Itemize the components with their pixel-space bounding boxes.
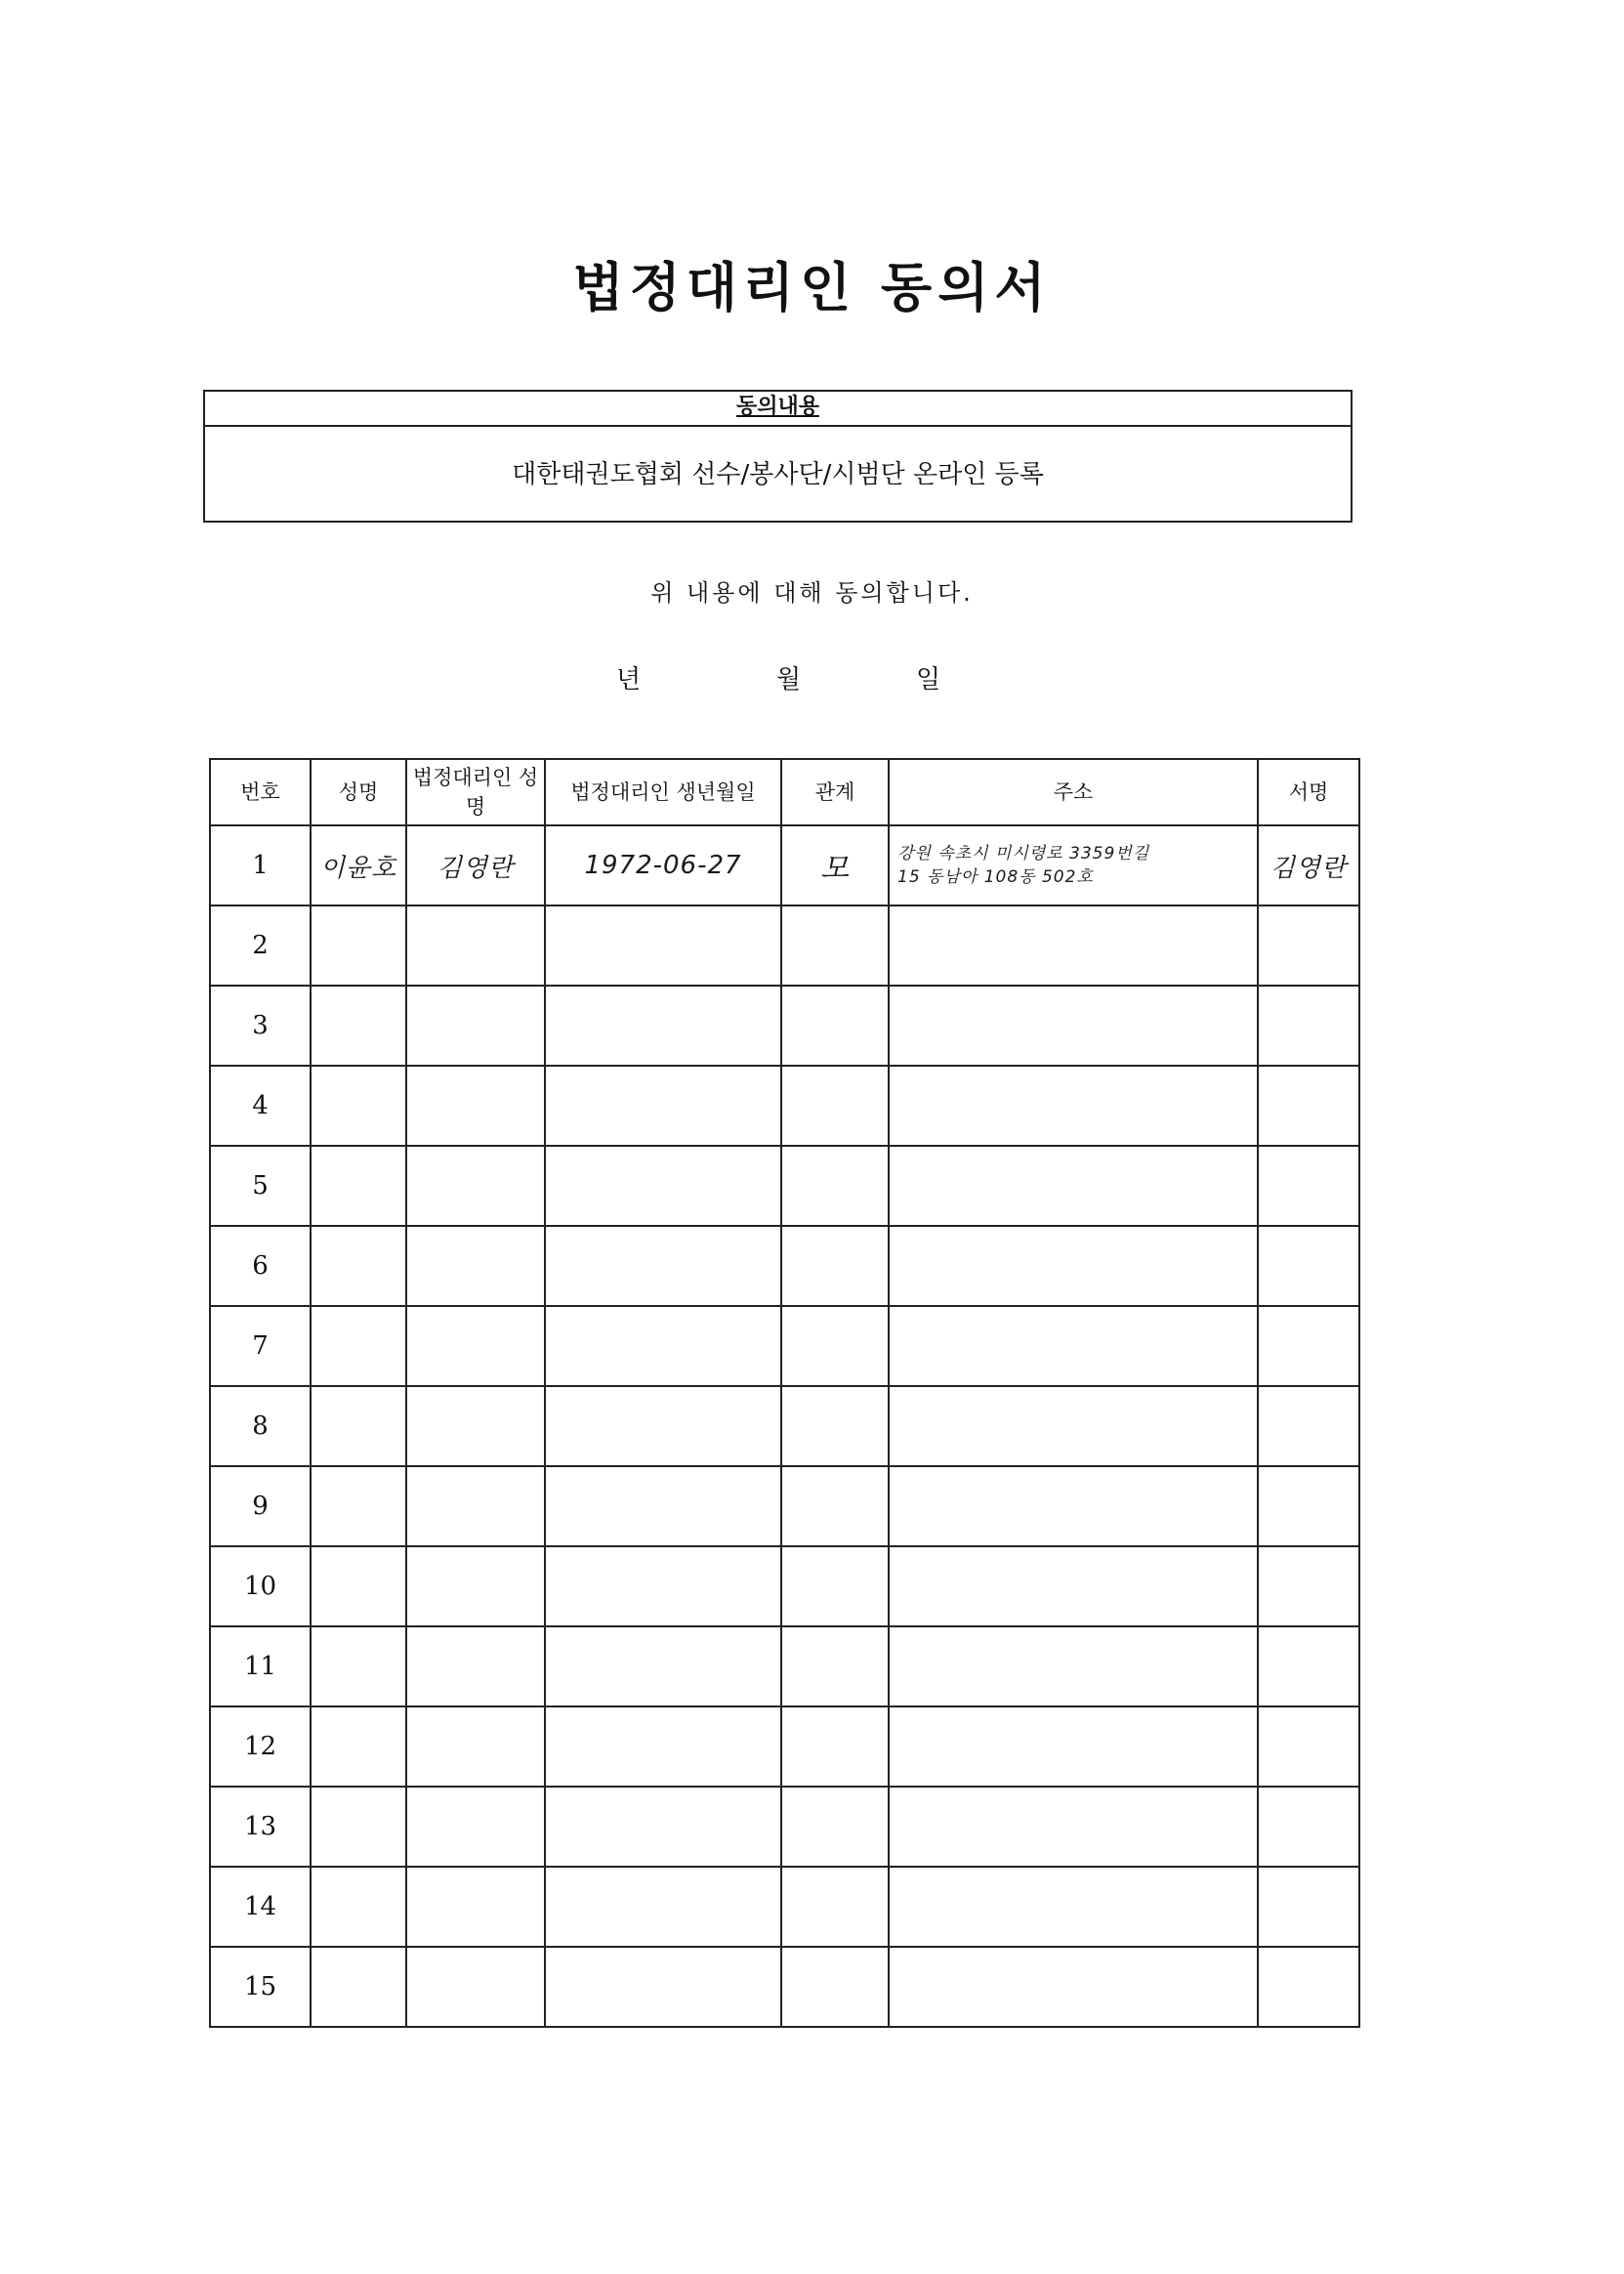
row-relation [781,1787,889,1867]
row-relation [781,1706,889,1787]
row-guardian-birth [545,1947,781,2027]
row-guardian-birth [545,1066,781,1146]
row-relation [781,1466,889,1546]
table-row [210,1947,1359,2027]
row-signature [1258,1787,1359,1867]
row-guardian-name [406,1066,545,1146]
row-name [311,1867,406,1947]
date-month-label: 월 [776,665,802,695]
consent-header [205,392,1351,427]
row-guardian-birth [545,1146,781,1226]
row-name [311,905,406,986]
row-name [311,1066,406,1146]
header-no: 번호 [210,759,311,825]
header-name: 성명 [311,759,406,825]
row-number: 14 [210,1867,311,1947]
header-guardian-birth: 법정대리인 생년월일 [545,759,781,825]
row-guardian-birth [545,1386,781,1466]
row-address [889,1466,1258,1546]
row-relation [781,1066,889,1146]
row-signature [1258,1626,1359,1706]
row-number: 12 [210,1706,311,1787]
row-guardian-birth [545,1626,781,1706]
row-address [889,825,1258,905]
row-signature [1258,986,1359,1066]
table-row [210,1787,1359,1867]
row-address [889,905,1258,986]
row-guardian-birth [545,1706,781,1787]
row-name [311,986,406,1066]
row-relation: 모 [781,825,889,905]
row-signature [1258,1306,1359,1386]
header-relation: 관계 [781,759,889,825]
table-row [210,1466,1359,1546]
table-row [210,1386,1359,1466]
row-address [889,1306,1258,1386]
table-row [210,825,1359,905]
row-relation [781,1226,889,1306]
row-name [311,1146,406,1226]
row-name: 이윤호 [311,825,406,905]
row-number: 3 [210,986,311,1066]
row-name [311,1626,406,1706]
row-number: 2 [210,905,311,986]
table-row [210,1306,1359,1386]
row-guardian-name [406,1226,545,1306]
row-signature [1258,1146,1359,1226]
row-number: 10 [210,1546,311,1626]
row-guardian-birth [545,905,781,986]
row-signature [1258,1066,1359,1146]
row-signature [1258,1386,1359,1466]
row-name [311,1706,406,1787]
date-day-label: 일 [916,665,941,695]
row-address-line1: 강원 속초시 미시령로 3359번길 [897,844,1150,863]
row-relation [781,1546,889,1626]
row-relation [781,986,889,1066]
table-row [210,905,1359,986]
row-name [311,1466,406,1546]
row-number: 13 [210,1787,311,1867]
row-relation [781,1386,889,1466]
row-signature [1258,905,1359,986]
date-year-label: 년 [616,665,642,695]
row-guardian-name [406,1386,545,1466]
row-address [889,1146,1258,1226]
row-signature: 김영란 [1258,825,1359,905]
row-number: 8 [210,1386,311,1466]
header-address: 주소 [889,759,1258,825]
row-guardian-name [406,1466,545,1546]
row-address [889,1947,1258,2027]
row-name [311,1787,406,1867]
table-row [210,986,1359,1066]
row-address [889,1226,1258,1306]
row-signature [1258,1947,1359,2027]
row-address [889,1546,1258,1626]
header-guardian-name: 법정대리인 성명 [406,759,545,825]
row-address-line2: 15 동남아 108동 502호 [897,867,1094,887]
row-guardian-name [406,1787,545,1867]
row-guardian-birth [545,1787,781,1867]
row-number: 5 [210,1146,311,1226]
row-number: 11 [210,1626,311,1706]
table-row [210,1546,1359,1626]
row-guardian-name: 김영란 [406,825,545,905]
table-row [210,1706,1359,1787]
row-relation [781,1626,889,1706]
row-guardian-name [406,1626,545,1706]
row-relation [781,1306,889,1386]
row-relation [781,1867,889,1947]
row-signature [1258,1466,1359,1546]
row-name [311,1947,406,2027]
row-address [889,986,1258,1066]
row-number: 6 [210,1226,311,1306]
row-guardian-birth [545,986,781,1066]
row-number: 1 [210,825,311,905]
table-header-row [210,759,1359,825]
row-number: 9 [210,1466,311,1546]
guardian-registry-table [209,758,1360,2028]
row-address [889,1066,1258,1146]
table-row [210,1626,1359,1706]
row-guardian-birth [545,1867,781,1947]
row-guardian-name [406,1867,545,1947]
row-name [311,1306,406,1386]
consent-content: 대한태권도협회 선수/봉사단/시범단 온라인 등록 [512,460,1044,489]
table-row [210,1867,1359,1947]
row-relation [781,1947,889,2027]
row-relation [781,905,889,986]
table-body [210,825,1359,2027]
table-row [210,1226,1359,1306]
row-guardian-name [406,905,545,986]
row-guardian-birth: 1972-06-27 [545,825,781,905]
row-guardian-name [406,1146,545,1226]
consent-box [203,390,1353,523]
header-signature: 서명 [1258,759,1359,825]
row-number: 15 [210,1947,311,2027]
row-address [889,1787,1258,1867]
row-address [889,1706,1258,1787]
row-guardian-birth [545,1546,781,1626]
row-number: 7 [210,1306,311,1386]
row-address [889,1626,1258,1706]
agreement-statement: 위 내용에 대해 동의합니다. [650,579,974,607]
consent-header-label: 동의내용 [735,395,819,419]
row-signature [1258,1226,1359,1306]
document-title: 법정대리인 동의서 [572,256,1052,318]
row-name [311,1546,406,1626]
row-signature [1258,1706,1359,1787]
row-guardian-birth [545,1306,781,1386]
row-address [889,1386,1258,1466]
row-signature [1258,1546,1359,1626]
row-guardian-name [406,1546,545,1626]
row-guardian-name [406,1706,545,1787]
row-guardian-birth [545,1226,781,1306]
row-guardian-birth [545,1466,781,1546]
row-name [311,1386,406,1466]
table-row [210,1146,1359,1226]
row-address [889,1867,1258,1947]
row-guardian-name [406,1306,545,1386]
row-guardian-name [406,1947,545,2027]
row-relation [781,1146,889,1226]
row-signature [1258,1867,1359,1947]
table-row [210,1066,1359,1146]
row-name [311,1226,406,1306]
row-number: 4 [210,1066,311,1146]
row-guardian-name [406,986,545,1066]
